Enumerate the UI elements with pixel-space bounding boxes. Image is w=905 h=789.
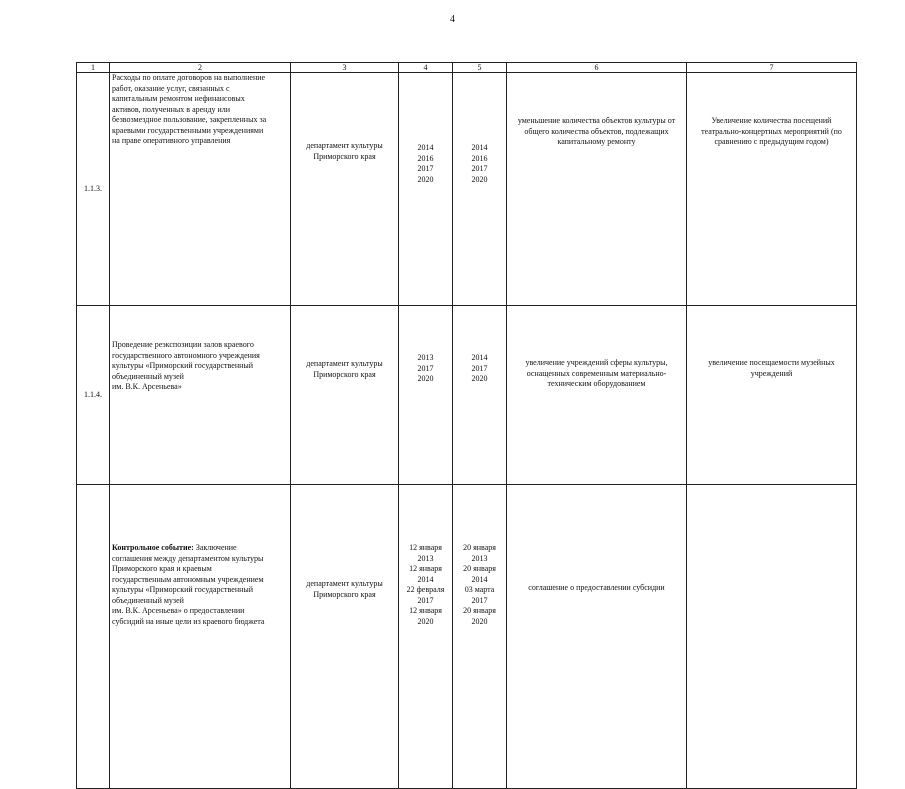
indicator bbox=[687, 485, 857, 789]
text-line: 12 января bbox=[409, 606, 442, 615]
text-line: техническим оборудованием bbox=[547, 379, 646, 388]
text-line: 20 января bbox=[463, 564, 496, 573]
start-date bbox=[399, 306, 453, 485]
table-row bbox=[77, 485, 857, 789]
text-line: 2014 bbox=[417, 574, 434, 584]
text-line: 2014 bbox=[471, 353, 488, 362]
text-line: государственным автономным учреждением bbox=[112, 574, 264, 584]
text-line: государственного автономного учреждения bbox=[112, 350, 260, 360]
text-line: работ, оказание услуг, связанных с bbox=[112, 83, 230, 93]
plan-table bbox=[76, 62, 857, 789]
text-line: 2020 bbox=[417, 616, 434, 626]
row-number: 1.1.4. bbox=[77, 306, 110, 485]
text-line: 20 января bbox=[463, 606, 496, 615]
text-line: департамент культуры bbox=[306, 359, 383, 368]
activity-description bbox=[110, 73, 291, 306]
text-line: культуры «Приморский государственный bbox=[112, 585, 254, 594]
header-cell: 5 bbox=[453, 63, 507, 73]
text-line: оснащенных современным материально- bbox=[526, 368, 667, 378]
indicator bbox=[687, 306, 857, 485]
text-line: Приморского края bbox=[313, 589, 376, 599]
text-line: 2017 bbox=[417, 595, 434, 605]
text-line: субсидий на иные цели из краевого бюджета bbox=[112, 616, 265, 626]
header-cell: 2 bbox=[110, 63, 291, 73]
header-cell: 1 bbox=[77, 63, 110, 73]
text-line: сравнению с предыдущим годом) bbox=[714, 137, 829, 146]
text-line: 12 января bbox=[409, 543, 442, 552]
text-line: 22 февраля bbox=[406, 585, 445, 594]
text-line: 12 января bbox=[409, 564, 442, 573]
text-line: 2016 bbox=[417, 153, 434, 163]
end-date bbox=[453, 306, 507, 485]
text-line: 2014 bbox=[417, 143, 434, 152]
text-line: капитальному ремонту bbox=[557, 137, 636, 146]
expected-result bbox=[507, 485, 687, 789]
executor bbox=[291, 485, 399, 789]
text-line: Увеличение количества посещений bbox=[711, 116, 832, 125]
header-cell: 3 bbox=[291, 63, 399, 73]
text-line: объединенный музей bbox=[112, 595, 184, 605]
text-line: театрально-концертных мероприятий (по bbox=[701, 126, 842, 136]
text-line: Приморского края и краевым bbox=[112, 564, 212, 573]
row-number bbox=[77, 485, 110, 789]
text-line: 2020 bbox=[417, 374, 434, 383]
text-line: 2017 bbox=[471, 164, 488, 173]
text-line: на праве оперативного управления bbox=[112, 136, 231, 145]
text-line: 2017 bbox=[417, 164, 434, 173]
text-line: 2020 bbox=[471, 616, 488, 626]
text-line: культуры «Приморский государственный bbox=[112, 361, 254, 370]
page-number: 4 bbox=[450, 14, 455, 25]
header-cell: 4 bbox=[399, 63, 453, 73]
text-line: 2017 bbox=[417, 363, 434, 373]
text-line: объединенный музей bbox=[112, 371, 184, 381]
text-line: общего количества объектов, подлежащих bbox=[524, 126, 669, 136]
row-number: 1.1.3. bbox=[77, 73, 110, 306]
text-line: краевыми государственными учреждениями bbox=[112, 125, 264, 135]
text-line: 2020 bbox=[471, 374, 488, 383]
text-line: уменьшение количества объектов культуры от bbox=[517, 116, 676, 125]
text-line: Расходы по оплате договоров на выполнение bbox=[112, 73, 266, 82]
text-line: департамент культуры bbox=[306, 579, 383, 588]
end-date bbox=[453, 73, 507, 306]
start-date bbox=[399, 485, 453, 789]
expected-result bbox=[507, 73, 687, 306]
text-line: 2020 bbox=[417, 174, 434, 184]
text-line: 2017 bbox=[471, 595, 488, 605]
text-line: Приморского края bbox=[313, 151, 376, 161]
text-line: капитальным ремонтом нефинансовых bbox=[112, 94, 245, 103]
text-line: безвозмездное пользование, закрепленных за bbox=[112, 115, 267, 124]
end-date bbox=[453, 485, 507, 789]
executor bbox=[291, 306, 399, 485]
header-row bbox=[77, 63, 857, 73]
control-event-label: Контрольное событие: bbox=[112, 543, 194, 552]
expected-result bbox=[507, 306, 687, 485]
text-line: соглашение о предоставлении субсидии bbox=[528, 583, 665, 592]
text-line: 2013 bbox=[417, 553, 434, 563]
text-line: увеличение посещаемости музейных bbox=[708, 358, 835, 367]
text-line: соглашения между департаментом культуры bbox=[112, 553, 264, 563]
start-date bbox=[399, 73, 453, 306]
table-row bbox=[77, 306, 857, 485]
text-line: Проведение реэкспозиции залов краевого bbox=[112, 340, 254, 349]
table-row bbox=[77, 73, 857, 306]
text-fragment: Заключение bbox=[193, 543, 237, 552]
text-line: 2014 bbox=[471, 574, 488, 584]
text-line: 2016 bbox=[471, 153, 488, 163]
text-line: Приморского края bbox=[313, 369, 376, 379]
text-line: 2013 bbox=[471, 553, 488, 563]
text-line: 20 января bbox=[463, 543, 496, 552]
header-cell: 7 bbox=[687, 63, 857, 73]
text-line: 2013 bbox=[417, 353, 434, 362]
text-line: увеличение учреждений сферы культуры, bbox=[525, 358, 668, 367]
activity-description bbox=[110, 306, 291, 485]
text-line: им. В.К. Арсеньева» о предоставлении bbox=[112, 606, 245, 615]
text-line: активов, полученных в аренду или bbox=[112, 104, 231, 114]
text-line: 2020 bbox=[471, 174, 488, 184]
header-cell: 6 bbox=[507, 63, 687, 73]
text-line: учреждений bbox=[750, 368, 793, 378]
executor bbox=[291, 73, 399, 306]
text-line bbox=[112, 543, 288, 554]
text-line: 2014 bbox=[471, 143, 488, 152]
text-line: 03 марта bbox=[464, 585, 495, 594]
text-line: им. В.К. Арсеньева» bbox=[112, 382, 182, 391]
text-line: 2017 bbox=[471, 363, 488, 373]
indicator bbox=[687, 73, 857, 306]
text-line: департамент культуры bbox=[306, 141, 383, 150]
control-event-description bbox=[110, 485, 291, 789]
